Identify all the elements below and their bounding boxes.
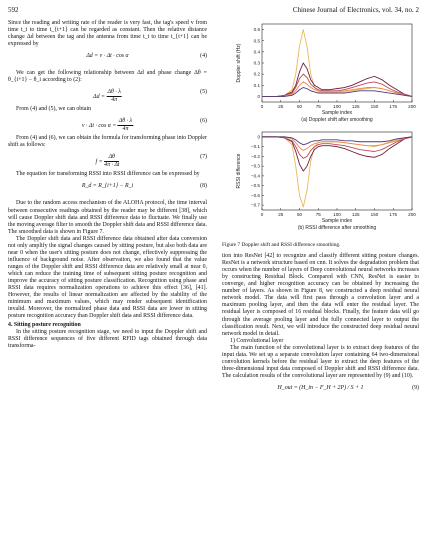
paragraph: The main function of the convolutional layer is to extract deep features of the input data. We set up a separate convolution layer containing 64 two-dimensional convolution kernels before the residual layer to extract the deep features of the three-dimensional input data composed of Doppler shift and RSSI difference data. The calculation results of the convolutional layer are represented by (9) and (10). [222,344,419,379]
equation-5 [8,86,207,104]
paragraph: Since the reading and writing rate of the reader is very fast, the tag's speed v from time t_t to time t_{t+1} can be regarded as constant. Then the relative distance change Δd between the tag and the antenna from time t_t to time t_{t+1} can be expressed by [8,20,207,48]
x-tick-label: 25 [278,104,284,109]
paragraph: The Doppler shift data and RSSI difference data obtained after data conversion not only amplify the signal changes caused by sitting posture, but also both data are near 0 when the user's sitting posture does not change, effectively suppressing the influence of background noise. After observation, we also found that the value ranges of the Doppler shift and RSSI difference data are relatively small at near 0, which can reduce the training time of subsequent sitting posture recognition and improve the accuracy of sitting posture classification. Recognition using phase and RSSI data requires normalization operations to achieve this effect [36], [41]. However, the results of linear normalization are affected by the stability of the minimum and maximum values, which may render subsequent identification invalid. Moreover, the normalized phase data and RSSI data are lower in sitting posture recognition accuracy than Doppler shift data and RSSI difference data. [8,235,207,320]
y-tick-label: −0.5 [250,183,260,189]
equation-4 [8,50,207,68]
x-tick-label: 125 [351,212,360,217]
x-tick-label: 200 [408,104,416,109]
x-tick-label: 200 [408,212,416,217]
equation-number: (4) [200,53,207,60]
x-tick-label: 100 [333,212,341,217]
x-tick-label: 0 [260,212,264,217]
equation-lhs: v · Δt · cos α = [81,123,117,130]
fraction [118,118,133,133]
equation-lhs: f = [95,159,103,166]
y-tick-label: 0.6 [253,27,260,33]
x-axis-label: Sample index [321,218,353,224]
y-tick-label: −0.4 [250,173,260,179]
denominator: 4π [122,126,129,133]
right-column [222,20,419,402]
y-tick-label: −0.7 [250,202,260,208]
figure-7 [222,20,419,238]
fraction [107,89,122,104]
subfigure-caption: (a) Doppler shift after smoothing [301,117,373,123]
x-tick-label: 50 [296,212,303,217]
equation-body: Δd = v · Δt · cos α [86,53,129,60]
y-tick-label: 0.2 [253,71,260,77]
plot-frame [262,132,412,210]
equation-8 [8,180,207,198]
numerator: Δθ [104,154,119,162]
x-tick-label: 125 [351,104,360,109]
paragraph: From (4) and (6), we can obtain the formula for transforming phase into Doppler shift as follows: [8,135,207,149]
numerator: Δθ · λ [118,118,133,126]
equation-number: (9) [412,384,419,391]
y-tick-label: 0.4 [253,49,260,55]
equation-number: (7) [200,154,207,161]
denominator: 4π [111,97,118,104]
journal-title: Chinese Journal of Electronics, vol. 34, no. 2 [292,6,419,14]
fraction [104,154,119,169]
x-tick-label: 150 [370,104,379,109]
series-line-4 [262,82,412,96]
section-heading: 4. Sitting posture recognition [8,322,81,329]
subsection-heading: 1) Convolutional layer [230,337,284,344]
subfigure-caption: (b) RSSI difference after smoothing [297,225,377,231]
paragraph: We can get the following relationship between Δd and phase change Δθ = θ_{i+1} − θ_i according to (2): [8,70,207,84]
x-tick-label: 150 [370,212,379,217]
equation-number: (8) [200,183,207,190]
series-line-1 [262,30,412,97]
x-tick-label: 75 [315,212,321,217]
equation-number: (6) [200,118,207,125]
equation-body [96,154,120,169]
equation-7 [8,151,207,169]
x-tick-label: 175 [389,212,398,217]
y-tick-label: −0.2 [250,153,260,159]
numerator: Δθ · λ [107,89,122,97]
left-column [8,20,207,350]
plot-frame [262,24,412,102]
equation-body [82,118,133,133]
y-tick-label: 0.1 [253,82,260,88]
x-tick-label: 75 [315,104,321,109]
y-tick-label: −0.1 [250,144,260,150]
x-axis-label: Sample index [321,110,353,116]
y-tick-label: −0.3 [250,163,260,169]
denominator: 4π · Δt [104,162,120,169]
series-line-2 [262,63,412,96]
x-tick-label: 100 [333,104,341,109]
page-header [8,6,419,16]
paragraph: Due to the random access mechanism of the ALOHA protocol, the time interval between consecutive readings obtained by the reader may be different [38], which will cause Doppler shift data and RSSI difference data to fluctuate. We finally use the moving average filter to smooth the Doppler shift data and RSSI difference data. The smoothed data is shown in Figure 7. [8,200,207,235]
y-axis-label: Doppler shift (Hz) [236,43,242,83]
x-tick-label: 0 [260,104,264,109]
y-axis-label: RSSI difference [236,153,242,189]
y-tick-label: 0 [257,94,260,100]
paragraph: tion into ResNet [42] to recognize and classify different sitting posture changes. ResNet is a network structure based on cnn. It solves the degradation problem that occurs when the number of layers of Deep convolutional neural networks increases by constructing Residual Block. Compared with CNN, ResNet is easier to converge, and higher recognition accuracy can be obtained by increasing the number of layers. As shown in Figure 8, we constructed a deep residual neural network model. The data will first pass through a convolution layer and a maximum pooling layer, and then the data will enter the residual layer. The residual layer is composed of 16 residual blocks. Finally, the feature data will go through the average pooling layer and the fully connected layer to output the classification result. Next, we will introduce the constructed deep residual neural network model in detail. [222,253,419,337]
y-tick-label: 0 [257,134,260,140]
paragraph: The equation for transforming RSSI into RSSI difference can be expressed by [16,171,200,178]
series-line-1 [262,137,412,207]
x-tick-label: 25 [278,212,284,217]
equation-body: H_out = (H_in − F_H + 2P) / S + 1 [277,384,364,391]
equation-body: R_d = R_{i+1} − R_i [81,183,134,190]
x-tick-label: 175 [389,104,398,109]
page-number: 592 [8,6,19,14]
y-tick-label: 0.5 [253,38,260,44]
paragraph: From (4) and (5), we can obtain [16,106,92,113]
x-tick-label: 50 [296,104,303,109]
equation-6 [8,115,207,133]
paragraph: In the sitting posture recognition stage, we need to input the Doppler shift and RSSI difference sequences of five different RFID tags obtained through data transforma- [8,329,207,350]
y-tick-label: 0.3 [253,60,260,66]
figure-caption: Figure 7 Doppler shift and RSSI difference smoothing. [222,242,341,249]
equation-lhs: Δd = [93,94,106,101]
y-tick-label: −0.6 [250,192,260,198]
equation-number: (5) [200,89,207,96]
equation-body [93,89,122,104]
equation-9 [222,382,419,400]
